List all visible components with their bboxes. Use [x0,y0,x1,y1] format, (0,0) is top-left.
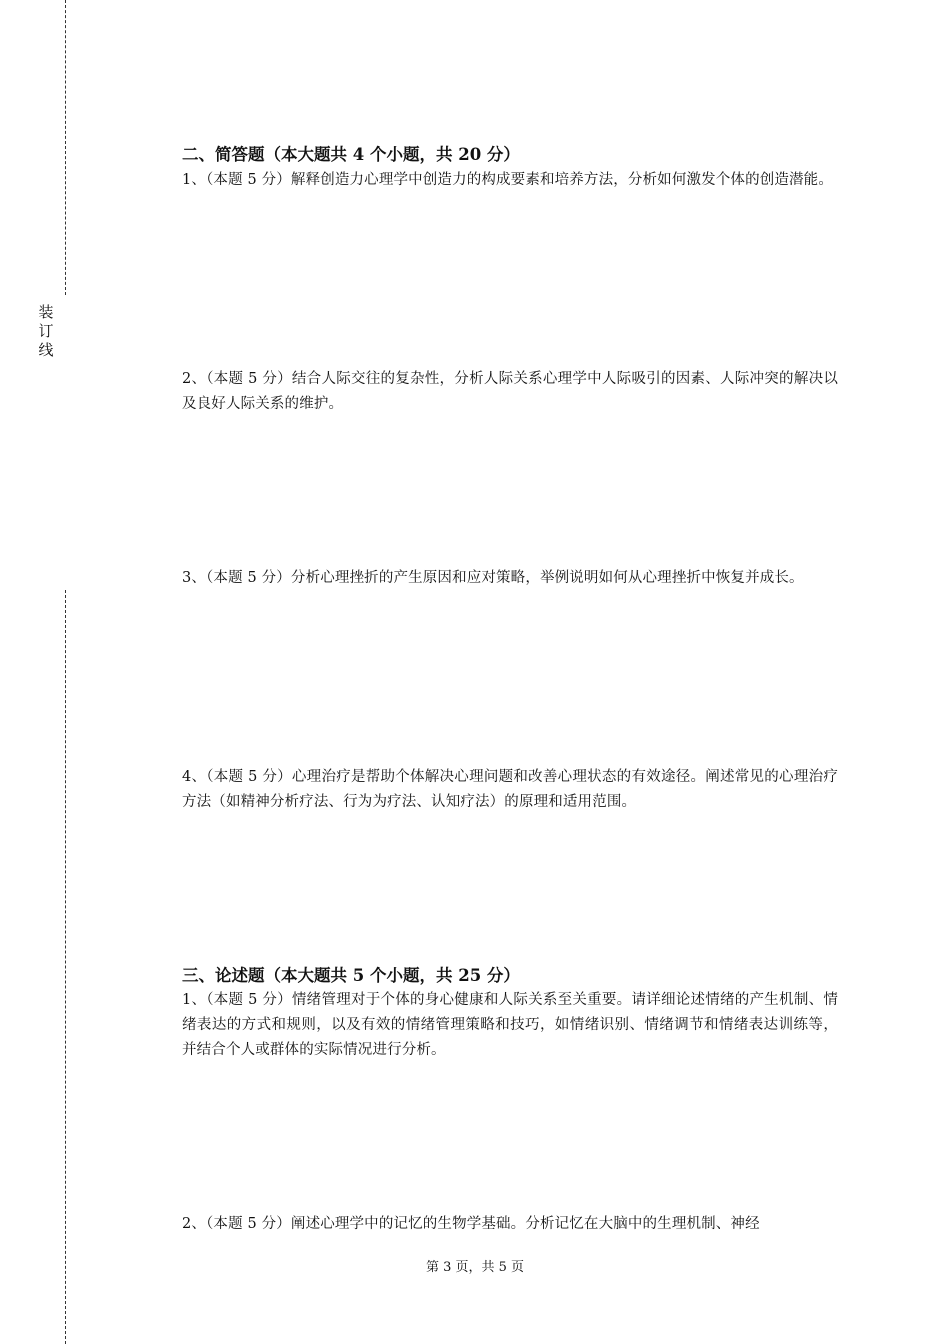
question-short-3: 3、（本题 5 分）分析心理挫折的产生原因和应对策略，举例说明如何从心理挫折中恢复并成长。 [182,570,804,586]
question-short-1: 1、（本题 5 分）解释创造力心理学中创造力的构成要素和培养方法，分析如何激发个体的创造潜能。 [182,172,833,188]
page-footer: 第 3 页，共 5 页 [425,1260,525,1275]
section-title-essay: 三、论述题（本大题共 5 个小题，共 25 分） [182,966,520,985]
question-short-2: 2、（本题 5 分）结合人际交往的复杂性，分析人际关系心理学中人际吸引的因素、人际冲突的解决以及良好人际关系的维护。 [182,371,838,412]
binding-dashed-line-top [65,0,66,295]
question-short-4: 4、（本题 5 分）心理治疗是帮助个体解决心理问题和改善心理状态的有效途径。阐述常见的心理治疗方法（如精神分析疗法、行为为疗法、认知疗法）的原理和适用范围。 [182,769,838,810]
question-essay-1: 1、（本题 5 分）情绪管理对于个体的身心健康和人际关系至关重要。请详细论述情绪的产生机制、情绪表达的方式和规则，以及有效的情绪管理策略和技巧，如情绪识别、情绪调节和情绪表达训练等，并结合个人或群体的实际情况进行分析。 [182,992,838,1058]
section-title-short-answer: 二、简答题（本大题共 4 个小题，共 20 分） [182,145,520,164]
question-essay-2: 2、（本题 5 分）阐述心理学中的记忆的生物学基础。分析记忆在大脑中的生理机制、神经 [182,1216,760,1232]
binding-dashed-line-bottom [65,590,66,1344]
binding-label: 装订线 [38,303,54,359]
